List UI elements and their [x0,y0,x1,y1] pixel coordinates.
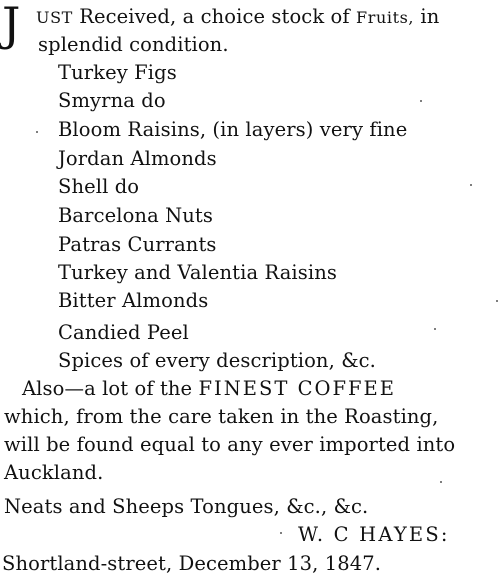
print-speck [440,481,442,483]
coffee-line-2: which, from the care taken in the Roasting, [4,405,439,428]
print-speck [420,100,422,102]
item-shell: Shell do [58,175,140,198]
coffee-line-4: Auckland. [4,461,104,484]
print-speck [496,300,498,302]
print-speck [36,131,38,133]
opening-first-word: UST [36,8,73,27]
print-speck [434,328,436,330]
item-patras-currants: Patras Currants [58,233,217,256]
item-bitter-almonds: Bitter Almonds [58,289,209,312]
item-barcelona-nuts: Barcelona Nuts [58,204,213,227]
opening-first-rest: Received, a choice stock of [72,5,356,28]
opening-line-2: splendid condition. [38,33,229,56]
tongues-line: Neats and Sheeps Tongues, &c., &c. [4,495,369,518]
opening-line-1 [36,4,439,31]
item-bloom-raisins: Bloom Raisins, (in layers) very fine [58,118,408,141]
signature: W. C HAYES: [298,523,450,546]
print-speck [280,532,282,534]
finest-coffee: FINEST COFFEE [198,377,397,400]
print-speck [470,184,472,186]
coffee-line-1-start: Also—a lot of the [22,377,199,400]
item-jordan-almonds: Jordan Almonds [58,147,217,170]
footer-address-date: Shortland-street, December 13, 1847. [2,552,382,575]
drop-cap: J [2,0,21,51]
item-candied-peel: Candied Peel [58,321,189,344]
item-turkey-valentia-raisins: Turkey and Valentia Raisins [58,261,337,284]
opening-first-end: in [414,5,440,28]
item-smyrna: Smyrna do [58,89,166,112]
coffee-line-3: will be found equal to any ever imported into [4,433,456,456]
coffee-line-1 [22,376,396,402]
item-turkey-figs: Turkey Figs [58,61,177,84]
item-spices: Spices of every description, &c. [58,349,376,372]
fruits-word: Fruits, [356,8,415,27]
